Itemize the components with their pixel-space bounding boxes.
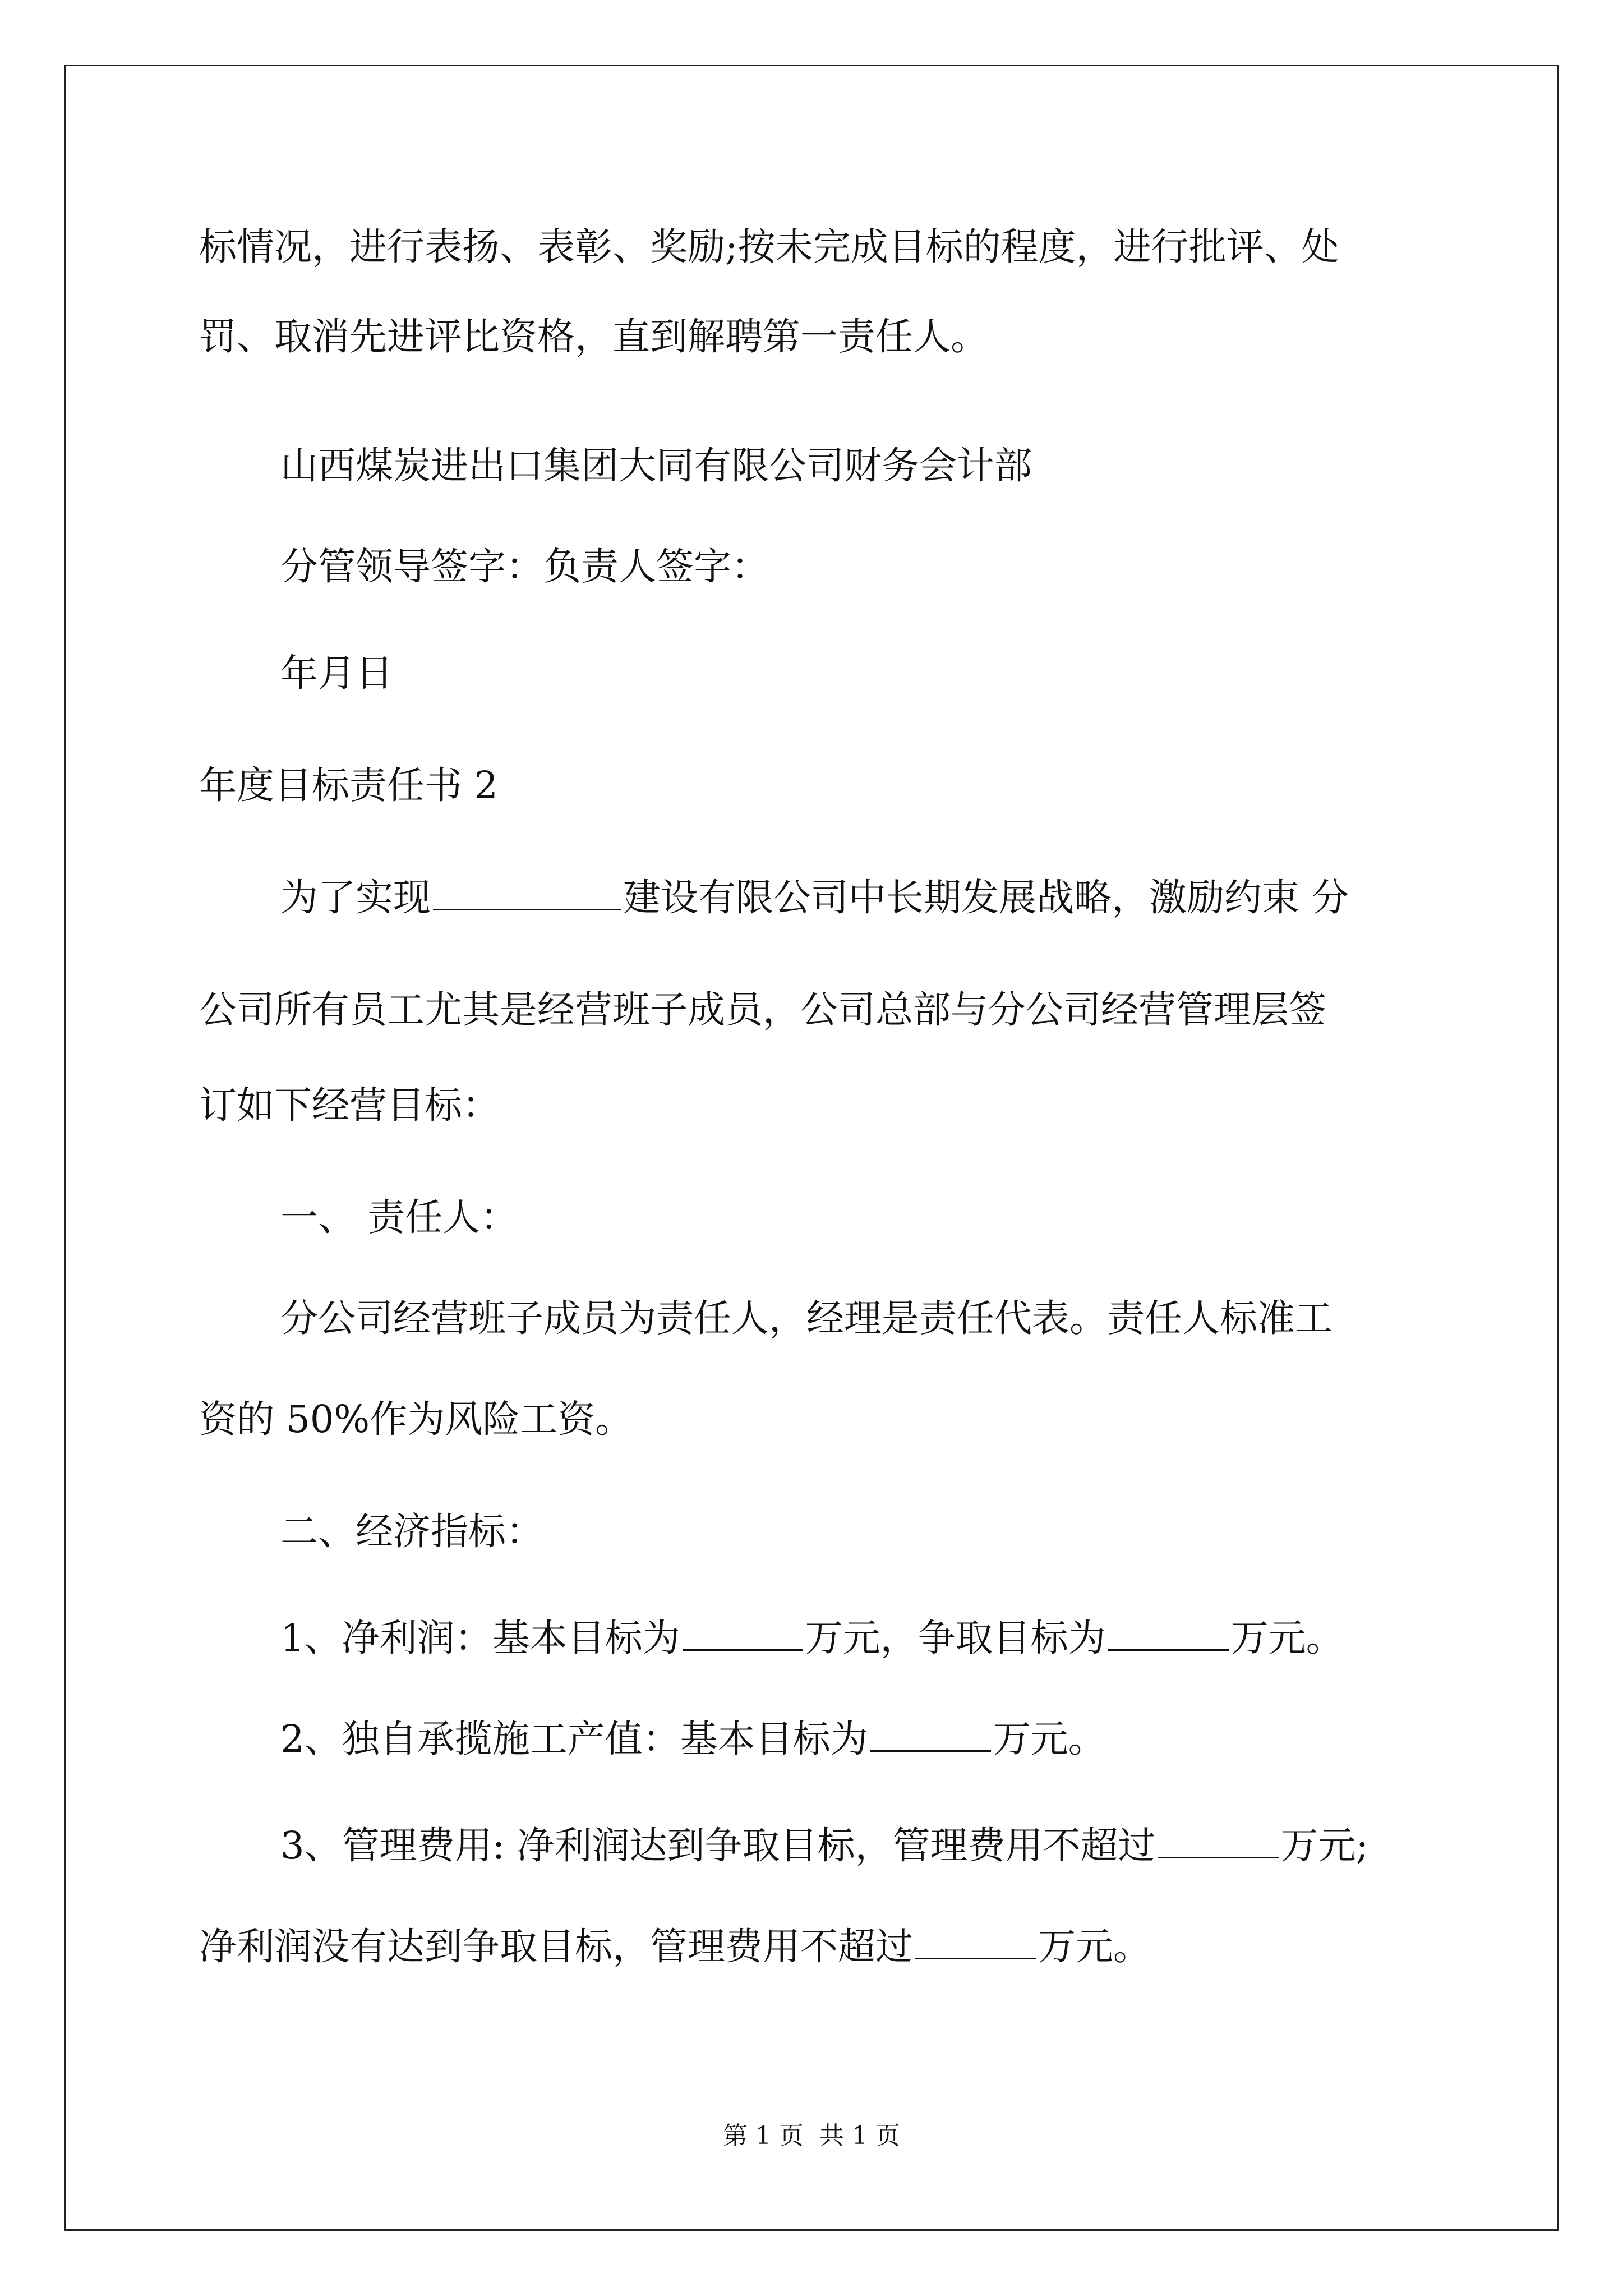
text-line: 标情况，进行表扬、表彰、奖励;按未完成目标的程度，进行批评、处 [199, 225, 1339, 269]
fill-in-blank [433, 877, 621, 910]
intro-line-2: 公司所有员工尤其是经营班子成员，公司总部与分公司经营管理层签 [199, 988, 1326, 1032]
intro-line-3: 订如下经营目标： [199, 1083, 500, 1127]
item3-text-d: 万元。 [1038, 1925, 1151, 1968]
item-management-fee [280, 1823, 1368, 1868]
page-total: 共 1 页 [819, 2122, 900, 2150]
fill-in-blank [683, 1618, 803, 1651]
item-net-profit [280, 1616, 1344, 1660]
text-line: 罚、取消先进评比资格，直到解聘第一责任人。 [199, 315, 988, 358]
page-footer [0, 2120, 1623, 2152]
intro-text-after: 建设有限公司中长期发展战略，激励约束 分 [623, 876, 1349, 919]
item3-text-c: 净利润没有达到争取目标，管理费用不超过 [199, 1925, 913, 1968]
item-output-value [280, 1717, 1106, 1761]
item3-text-b: 万元; [1280, 1824, 1369, 1867]
item2-text-a: 2、独自承揽施工产值：基本目标为 [280, 1717, 868, 1761]
page-frame [64, 65, 1559, 2231]
item1-text-c: 万元。 [1230, 1616, 1344, 1660]
item1-text-b: 万元，争取目标为 [805, 1616, 1106, 1660]
signature-line: 分管领导签字：负责人签字： [280, 545, 769, 588]
item-management-fee-cont [199, 1924, 1151, 1969]
item2-text-b: 万元。 [993, 1717, 1106, 1761]
section2-title: 二、经济指标： [280, 1510, 543, 1553]
fill-in-blank [870, 1719, 991, 1752]
fill-in-blank [1108, 1618, 1229, 1651]
intro-line-1 [280, 875, 1349, 920]
date-line: 年月日 [280, 651, 393, 695]
org-name: 山西煤炭进出口集团大同有限公司财务会计部 [280, 444, 1032, 487]
page-number: 第 1 页 [723, 2122, 804, 2150]
section1-body-line: 资的 50%作为风险工资。 [199, 1397, 633, 1441]
section-heading: 年度目标责任书 2 [199, 763, 498, 807]
section1-body-line: 分公司经营班子成员为责任人，经理是责任代表。责任人标准工 [280, 1296, 1332, 1340]
fill-in-blank [915, 1926, 1036, 1959]
item1-text-a: 1、净利润：基本目标为 [280, 1616, 680, 1660]
section1-title: 一、 责任人： [280, 1195, 518, 1239]
fill-in-blank [1158, 1825, 1279, 1858]
intro-text-before: 为了实现 [280, 876, 431, 919]
item3-text-a: 3、管理费用: 净利润达到争取目标，管理费用不超过 [280, 1824, 1156, 1867]
